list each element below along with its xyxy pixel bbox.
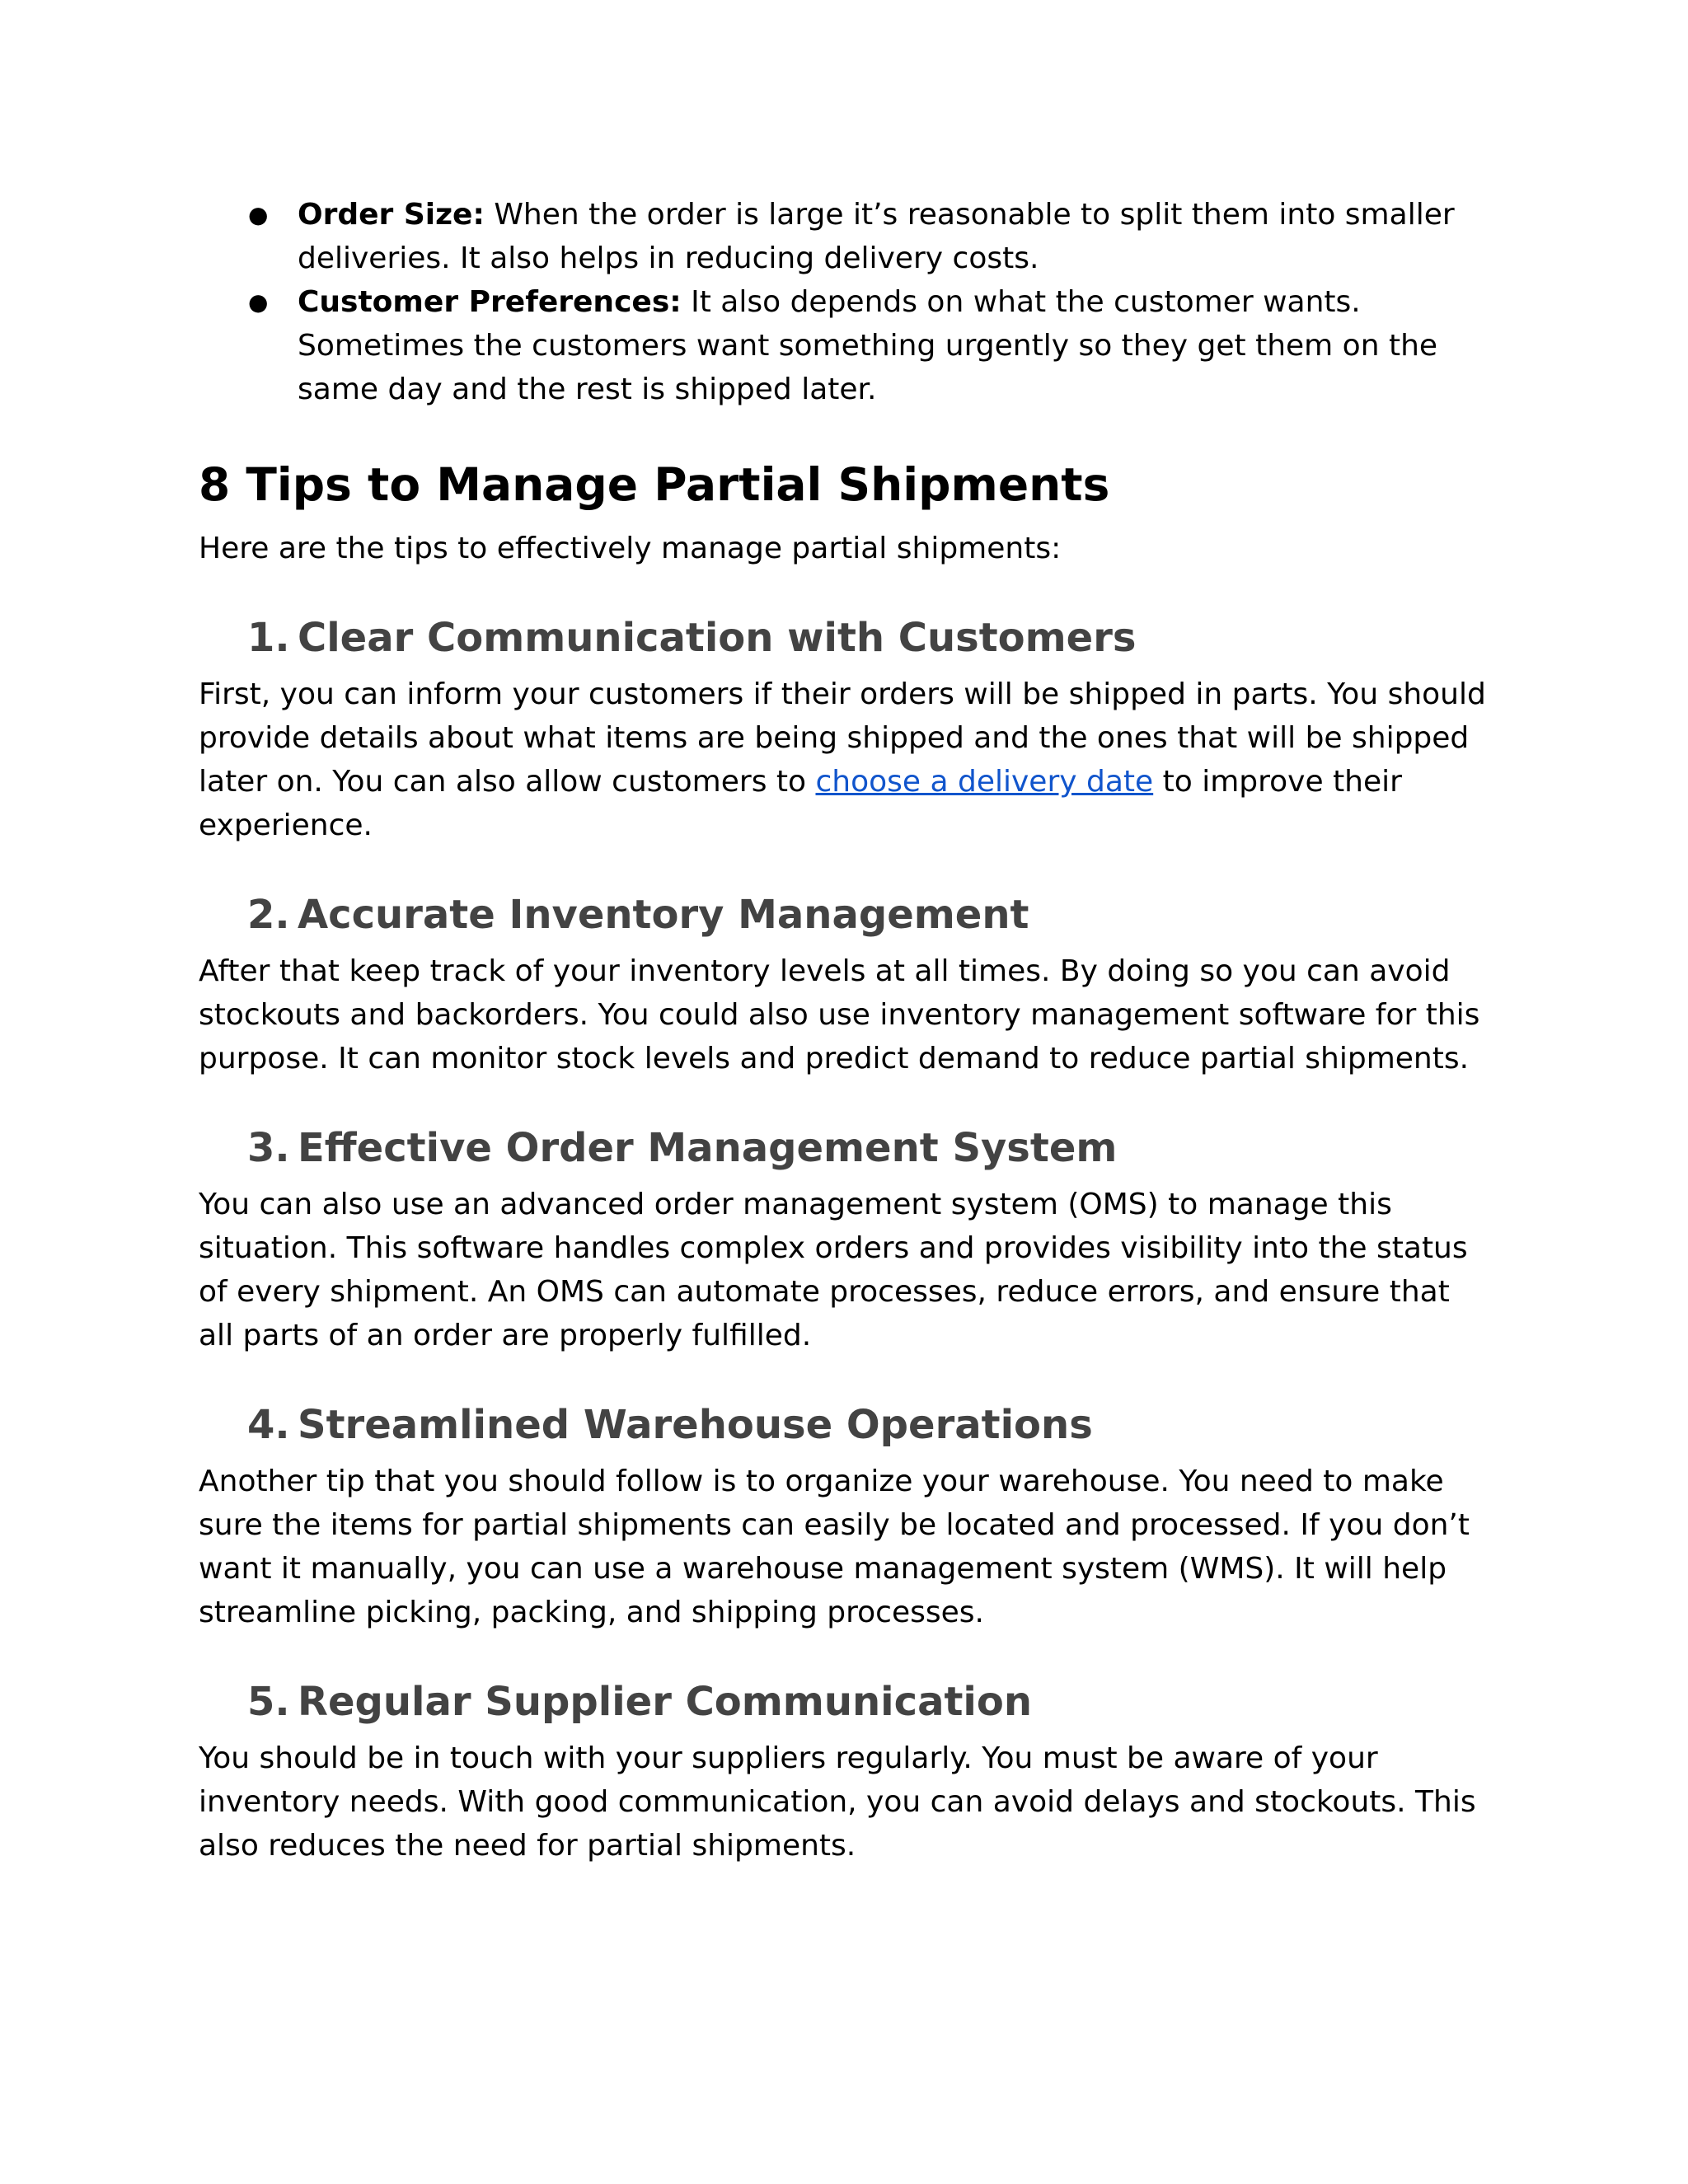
- tip-body: [199, 673, 1493, 847]
- factor-bullet-list: [199, 193, 1493, 411]
- bullet-term: Order Size:: [298, 198, 485, 232]
- tip-body-text: First, you can inform your customers if their orders will be shipped in parts. You should provide details about what items are being shipped and the ones that will be shipped later on. You can also allow customers to: [199, 677, 1486, 799]
- tip-title: Clear Communication with Customers: [298, 615, 1137, 661]
- tip-3: [199, 1123, 1493, 1357]
- tip-body-text: to improve their experience.: [199, 765, 1402, 842]
- tip-1: [199, 613, 1493, 847]
- tip-heading: [199, 890, 1493, 940]
- tip-2: [199, 890, 1493, 1080]
- tip-title: Regular Supplier Communication: [298, 1679, 1032, 1725]
- tip-heading: [199, 1677, 1493, 1727]
- tip-heading: [199, 1400, 1493, 1450]
- tip-body: After that keep track of your inventory levels at all times. By doing so you can avoid stockouts and backorders. You could also use inventory management software for this purpose. It can monitor stock levels and predict demand to reduce partial shipments.: [199, 954, 1480, 1076]
- tip-title: Effective Order Management System: [298, 1125, 1118, 1171]
- tip-number: 4.: [247, 1402, 290, 1448]
- tip-number: 3.: [247, 1125, 290, 1171]
- bullet-text: It also depends on what the customer wants. Sometimes the customers want something urgently so they get them on the same day and the rest is shipped later.: [298, 285, 1438, 406]
- tip-body: You can also use an advanced order management system (OMS) to manage this situation. This software handles complex orders and provides visibility into the status of every shipment. An OMS can automate processes, reduce errors, and ensure that all parts of an order are properly fulfilled.: [199, 1188, 1468, 1352]
- bullet-customer-preferences: [199, 280, 1493, 411]
- bullet-dot-icon: ●: [248, 288, 269, 316]
- section-intro: Here are the tips to effectively manage partial shipments:: [199, 532, 1062, 565]
- tip-body: Another tip that you should follow is to organize your warehouse. You need to make sure the items for partial shipments can easily be located and processed. If you don’t want it manually, you can use a warehouse management system (WMS). It will help streamline picking, packing, and shipping processes.: [199, 1465, 1470, 1629]
- tip-body: You should be in touch with your suppliers regularly. You must be aware of your inventory needs. With good communication, you can avoid delays and stockouts. This also reduces the need for partial shipments.: [199, 1741, 1476, 1863]
- tip-number: 2.: [247, 892, 290, 938]
- document-page: [199, 193, 1493, 1868]
- tip-5: [199, 1677, 1493, 1868]
- bullet-term: Customer Preferences:: [298, 285, 682, 319]
- tip-number: 5.: [247, 1679, 290, 1725]
- choose-delivery-date-link[interactable]: choose a delivery date: [815, 765, 1154, 799]
- bullet-dot-icon: ●: [248, 201, 269, 228]
- bullet-order-size: [199, 193, 1493, 280]
- tip-title: Streamlined Warehouse Operations: [298, 1402, 1093, 1448]
- bullet-text: When the order is large it’s reasonable to split them into smaller deliveries. It also helps in reducing delivery costs.: [298, 198, 1455, 275]
- section-heading: 8 Tips to Manage Partial Shipments: [199, 458, 1110, 511]
- tip-heading: [199, 1123, 1493, 1173]
- tip-heading: [199, 613, 1493, 663]
- tip-number: 1.: [247, 615, 290, 661]
- tip-4: [199, 1400, 1493, 1634]
- tip-title: Accurate Inventory Management: [298, 892, 1029, 938]
